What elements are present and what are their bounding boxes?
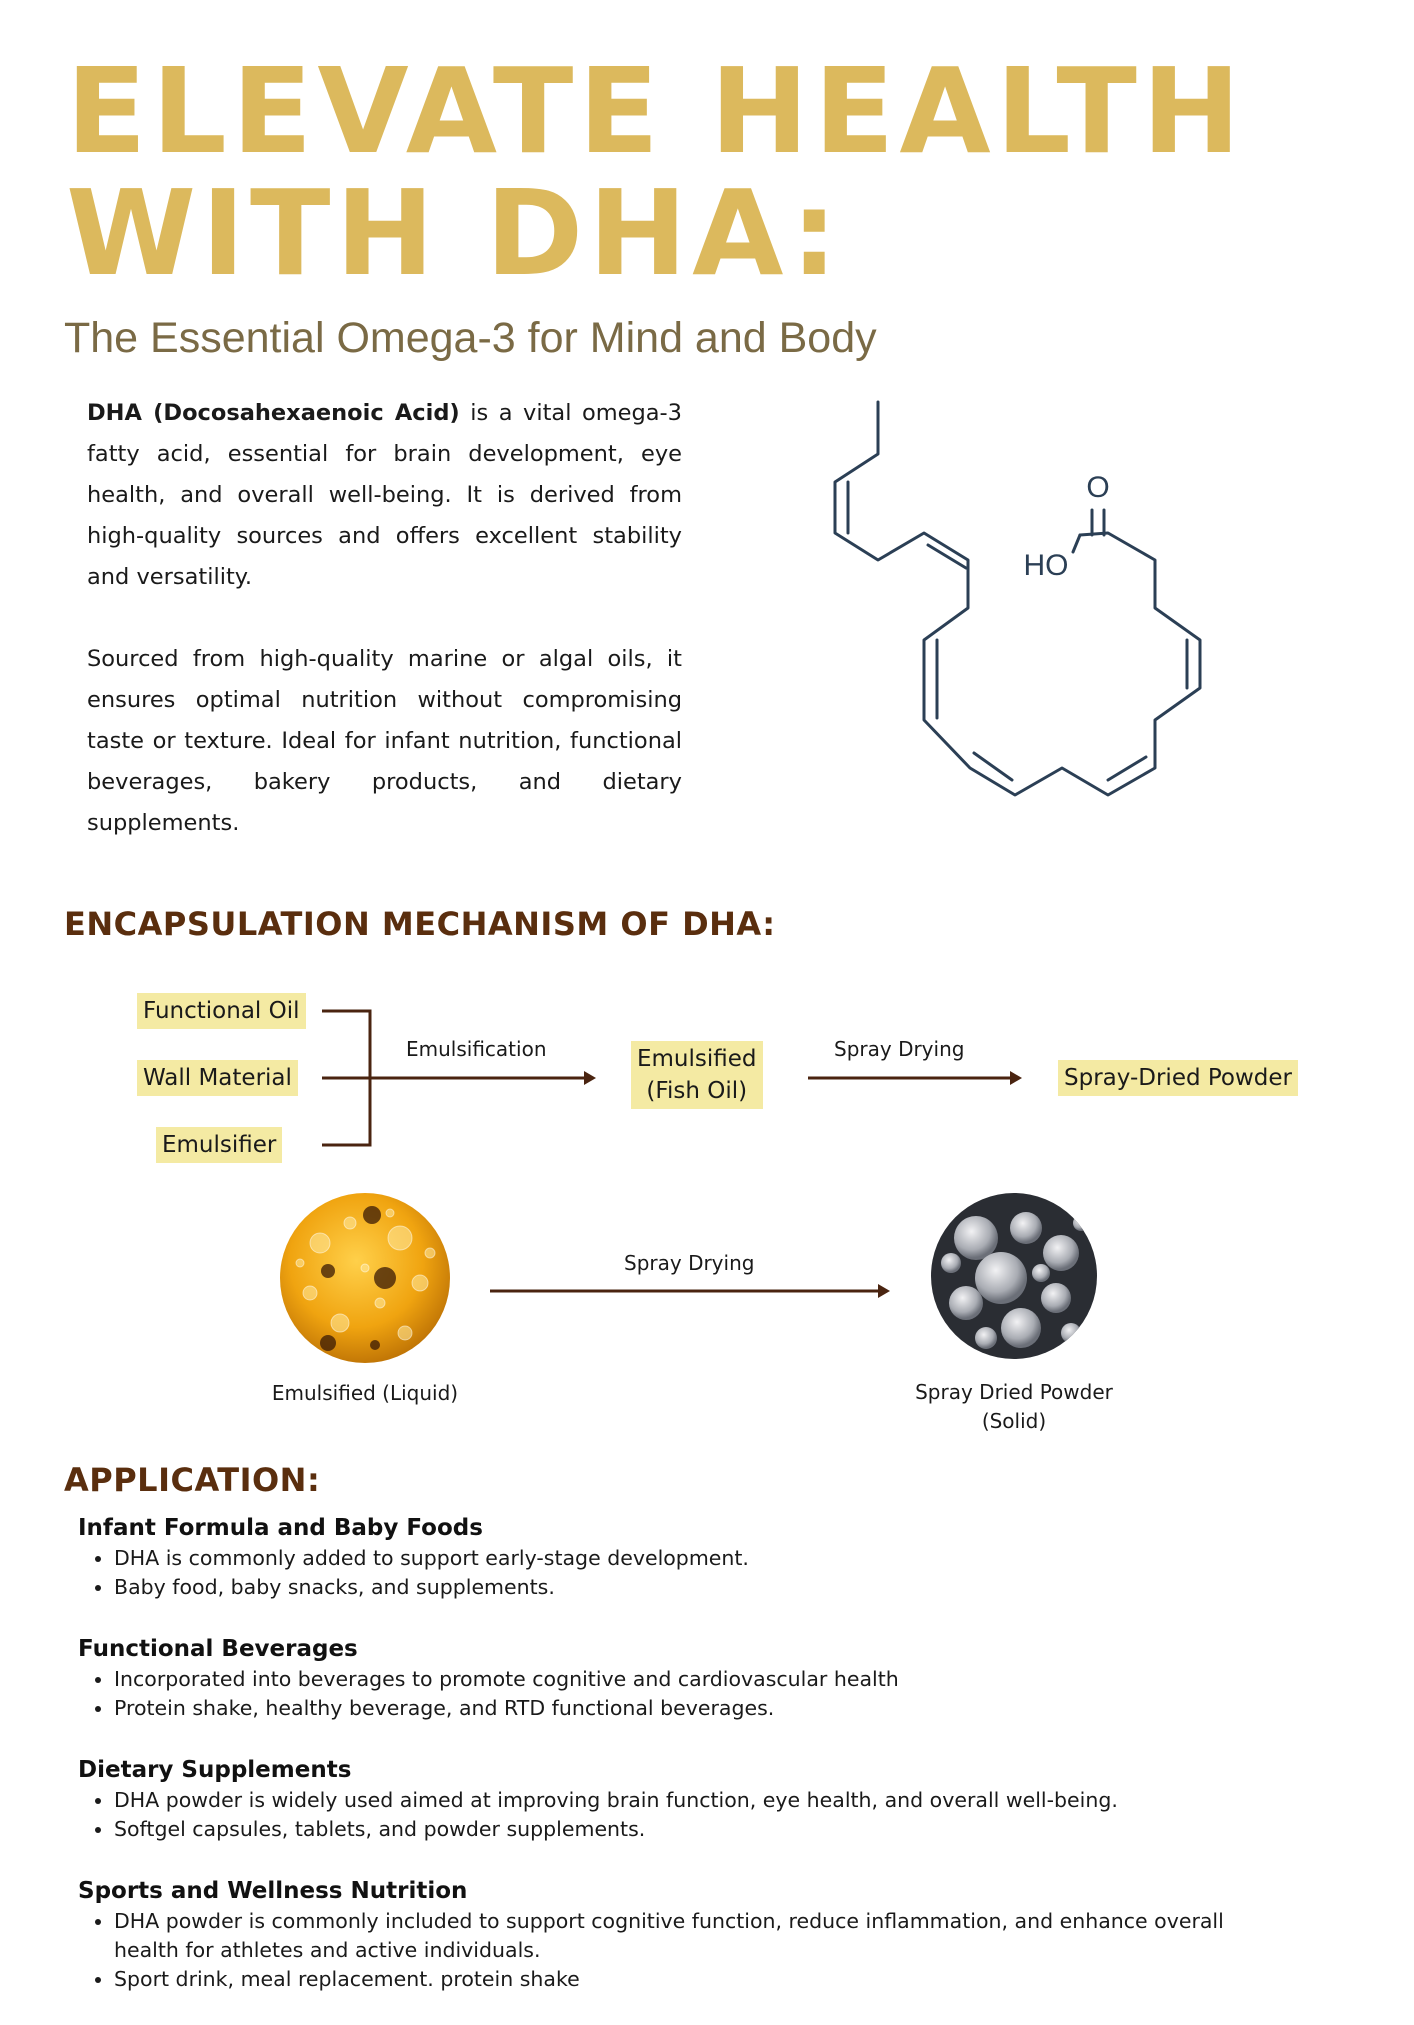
output-spray-dried-powder: Spray-Dried Powder — [1058, 1060, 1298, 1096]
list-item: • Incorporated into beverages to promote cognitive and cardiovascular health — [114, 1665, 1278, 1694]
intermediate-line-1: Emulsified — [637, 1046, 757, 1072]
emulsification-label: Emulsification — [406, 1037, 547, 1061]
encapsulation-heading: ENCAPSULATION MECHANISM OF DHA: — [64, 905, 776, 943]
list-item: • Protein shake, healthy beverage, and RTD functional beverages. — [114, 1694, 1278, 1723]
powder-caption-line-1: Spray Dried Powder — [915, 1380, 1113, 1404]
application-heading: APPLICATION: — [64, 1461, 321, 1499]
application-group-sports — [78, 1875, 1278, 1994]
title-line-1: ELEVATE HEALTH — [66, 42, 1246, 180]
page-subtitle: The Essential Omega-3 for Mind and Body — [64, 314, 877, 362]
emulsified-liquid-caption: Emulsified (Liquid) — [271, 1381, 459, 1405]
intermediate-line-2: (Fish Oil) — [646, 1078, 748, 1104]
application-group-supplements — [78, 1754, 1278, 1844]
application-group-title: Dietary Supplements — [78, 1757, 352, 1783]
application-group-title: Functional Beverages — [78, 1636, 358, 1662]
input-functional-oil: Functional Oil — [137, 993, 306, 1029]
hydroxyl-label: HO — [1023, 549, 1069, 582]
oxygen-label: O — [1086, 471, 1110, 504]
list-item: • Softgel capsules, tablets, and powder supplements. — [114, 1815, 1278, 1844]
image-flow-arrow-label: Spray Drying — [624, 1251, 755, 1275]
input-emulsifier: Emulsifier — [156, 1127, 282, 1163]
application-group-infant — [78, 1512, 1278, 1602]
intro-term: DHA (Docosahexaenoic Acid) — [87, 400, 460, 426]
emulsified-liquid-image — [280, 1193, 450, 1363]
list-item: • DHA is commonly added to support early-stage development. — [114, 1544, 1278, 1573]
list-item: • Baby food, baby snacks, and supplements. — [114, 1573, 1278, 1602]
spray-dried-powder-image — [931, 1193, 1097, 1359]
spray-drying-label: Spray Drying — [834, 1037, 965, 1061]
application-group-title: Sports and Wellness Nutrition — [78, 1878, 468, 1904]
intro-p1-text: is a vital omega-3 fatty acid, essential for brain development, eye health, and overall well-being. It is derived from high-quality sources and offers excellent stability and versatility. — [87, 400, 682, 590]
application-group-title: Infant Formula and Baby Foods — [78, 1515, 483, 1541]
spray-dried-powder-caption — [874, 1378, 1154, 1436]
intermediate-emulsified — [631, 1041, 763, 1109]
powder-caption-line-2: (Solid) — [981, 1409, 1047, 1433]
application-group-beverages — [78, 1633, 1278, 1723]
list-item: • Sport drink, meal replacement. protein shake — [114, 1965, 1278, 1994]
list-item: • DHA powder is widely used aimed at improving brain function, eye health, and overall well-being. — [114, 1786, 1278, 1815]
list-item: • DHA powder is commonly included to support cognitive function, reduce inflammation, and enhance overall health for athletes and active individuals. — [114, 1907, 1278, 1965]
intro-paragraph-2: Sourced from high-quality marine or algal oils, it ensures optimal nutrition without compromising taste or texture. Ideal for infant nutrition, functional beverages, bakery products, and dietary supplements. — [87, 646, 682, 836]
input-wall-material: Wall Material — [137, 1060, 298, 1096]
application-list — [78, 1512, 1278, 2025]
title-line-2: WITH DHA: — [66, 164, 843, 302]
